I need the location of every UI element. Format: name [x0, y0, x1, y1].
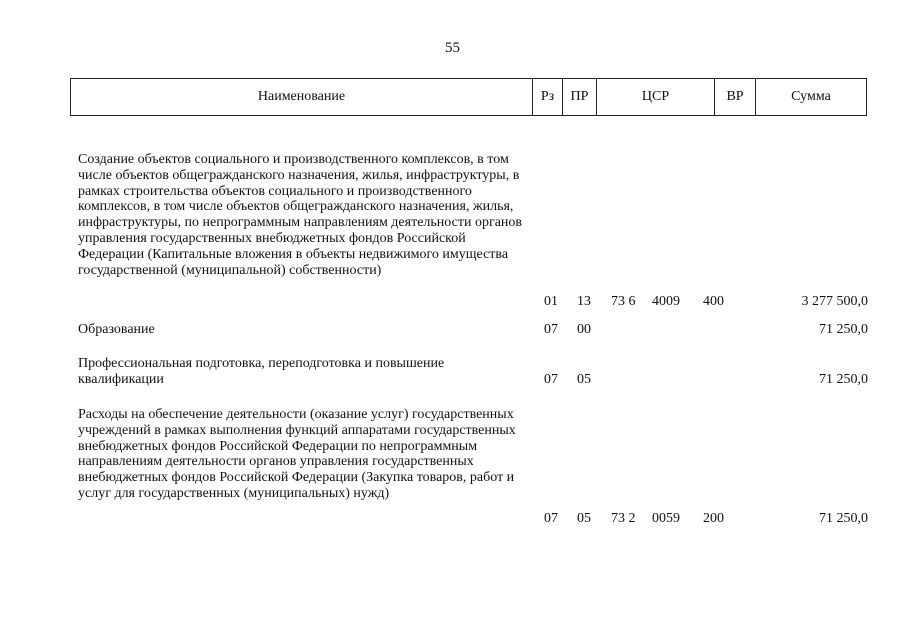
table-row [78, 322, 868, 338]
row-name: Расходы на обеспечение деятельности (оказание услуг) государственных учреждений в рамках выполнения функций аппаратами государственных внебюджетных фондов Российской Федерации по непрограммным направлениям деятельности органов управления государственных внебюджетных фондов Российской Федерации (Закупка товаров, работ и услуг для государственных (муниципальных) нужд) [78, 407, 516, 501]
table-row [78, 356, 868, 388]
row-pr: 00 [577, 322, 591, 338]
row-pr: 05 [577, 511, 591, 527]
header-vr: ВР [715, 79, 756, 116]
table-header [70, 78, 867, 116]
table-row [78, 407, 868, 527]
row-csr-program: 73 6 [611, 294, 636, 310]
row-name: Образование [78, 322, 155, 337]
header-name: Наименование [71, 79, 533, 116]
row-rz: 01 [544, 294, 558, 310]
row-name: Создание объектов социального и производственного комплексов, в том числе объектов общегражданского назначения, жилья, инфраструктуры, в рамках строительства объектов социального и производственного комплексов, в том числе объектов общегражданского назначения, жилья, инфраструктуры, по непрограммным направлениям деятельности органов управления государственных внебюджетных фондов Российской Федерации (Капитальные вложения в объекты недвижимого имущества государственной (муниципальной) собственности) [78, 152, 523, 278]
row-sum: 71 250,0 [819, 322, 868, 338]
row-rz: 07 [544, 372, 558, 388]
row-csr-direction: 4009 [652, 294, 680, 310]
row-name: Профессиональная подготовка, переподготовка и повышение квалификации [78, 356, 445, 387]
page-number: 55 [445, 40, 460, 56]
row-csr-direction: 0059 [652, 511, 680, 527]
header-sum: Сумма [756, 79, 867, 116]
header-csr: ЦСР [597, 79, 715, 116]
row-csr-program: 73 2 [611, 511, 636, 527]
header-rz: Рз [533, 79, 563, 116]
row-pr: 13 [577, 294, 591, 310]
row-rz: 07 [544, 322, 558, 338]
row-vr: 400 [703, 294, 724, 310]
table-row [78, 152, 868, 310]
row-vr: 200 [703, 511, 724, 527]
row-sum: 3 277 500,0 [801, 294, 868, 310]
row-sum: 71 250,0 [819, 372, 868, 388]
row-pr: 05 [577, 372, 591, 388]
header-pr: ПР [563, 79, 597, 116]
row-sum: 71 250,0 [819, 511, 868, 527]
row-rz: 07 [544, 511, 558, 527]
